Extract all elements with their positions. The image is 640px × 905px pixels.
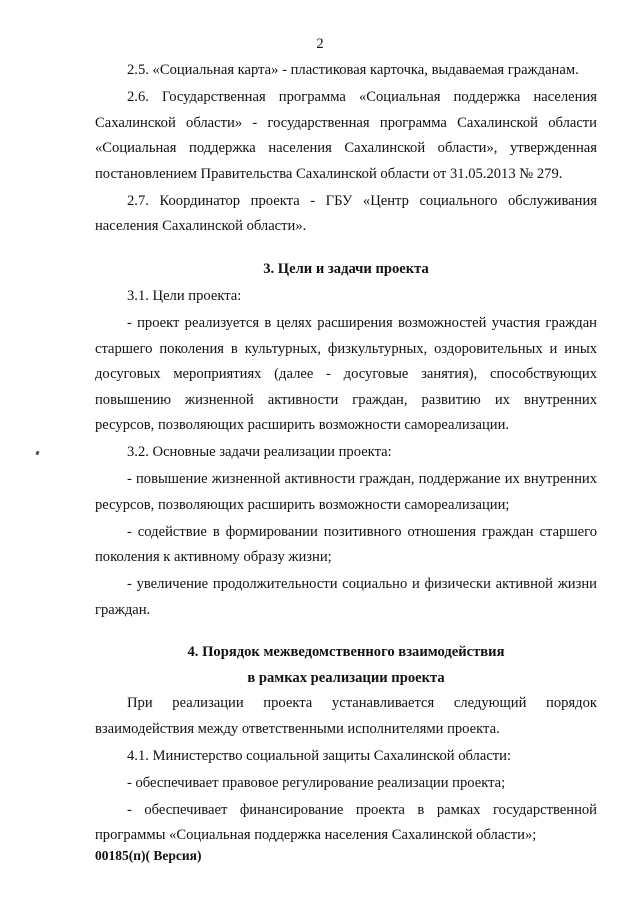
- duty-item: - обеспечивает правовое регулирование реализации проекта;: [127, 774, 506, 791]
- task-item: - повышение жизненной активности граждан, поддержание их внутренних ресурсов, позволяющих расширить возможности самореализации;: [95, 471, 597, 513]
- tasks-heading: 3.2. Основные задачи реализации проекта:: [127, 444, 392, 460]
- task-item: - увеличение продолжительности социально и физически активной жизни граждан.: [95, 576, 597, 618]
- section-4-intro: При реализации проекта устанавливается следующий порядок взаимодействия между ответственными исполнителями проекта.: [95, 695, 597, 737]
- goals-heading: 3.1. Цели проекта:: [127, 288, 242, 304]
- page-number: 2: [316, 36, 324, 52]
- definition-2-6: 2.6. Государственная программа «Социальная поддержка населения Сахалинской области» - государственная программа Сахалинской области «Социальная поддержка населения Сахалинской области», утвержденная постановлением Правительства Сахалинской области от 31.05.2013 № 279.: [95, 89, 597, 182]
- duty-item: - обеспечивает финансирование проекта в рамках государственной программы «Социальная поддержка населения Сахалинской области»;: [95, 801, 597, 843]
- section-3-title: 3. Цели и задачи проекта: [263, 260, 429, 277]
- section-4-title-line2: в рамках реализации проекта: [247, 669, 445, 686]
- document-footer-code: 00185(п)( Версия): [95, 848, 202, 863]
- definition-2-7: 2.7. Координатор проекта - ГБУ «Центр социального обслуживания населения Сахалинской области».: [95, 192, 597, 234]
- section-4-title-line1: 4. Порядок межведомственного взаимодействия: [187, 644, 505, 660]
- scan-speck: [35, 451, 39, 456]
- definition-2-5: 2.5. «Социальная карта» - пластиковая карточка, выдаваемая гражданам.: [127, 62, 579, 78]
- ministry-heading: 4.1. Министерство социальной защиты Сахалинской области:: [127, 747, 512, 764]
- task-item: - содействие в формировании позитивного отношения граждан старшего поколения к активному образу жизни;: [95, 523, 597, 565]
- document-body: [95, 58, 597, 849]
- goals-text: - проект реализуется в целях расширения возможностей участия граждан старшего поколения в культурных, физкультурных, оздоровительных и иных досуговых мероприятиях (далее - досуговые занятия), способствующих повышению жизненной активности граждан, развитию их внутренних ресурсов, позволяющих расширить возможности самореализации.: [95, 315, 597, 433]
